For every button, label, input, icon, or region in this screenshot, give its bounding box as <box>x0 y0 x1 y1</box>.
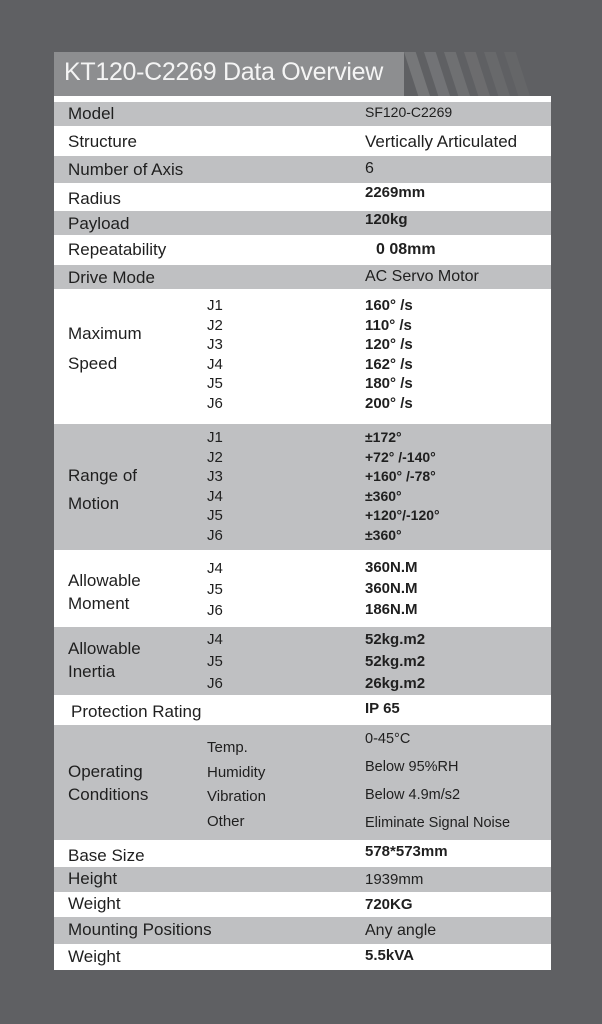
condition-value: Below 4.9m/s2 <box>365 787 461 803</box>
row-label: Protection Rating <box>71 702 202 721</box>
row-protection-rating <box>54 697 551 725</box>
row-label: Weight <box>68 947 121 966</box>
joint-list <box>207 296 223 414</box>
joint-label: J2 <box>207 448 223 466</box>
joint-label: J4 <box>207 487 223 505</box>
row-value: 578*573mm <box>365 843 448 860</box>
joint-value: +72° /-140° <box>365 448 436 465</box>
row-value: 6 <box>365 160 374 177</box>
joint-value-list <box>365 629 425 695</box>
condition-value: Eliminate Signal Noise <box>365 815 511 831</box>
joint-value: 186N.M <box>365 601 418 618</box>
row-structure <box>54 126 551 156</box>
row-label: Weight <box>68 894 121 913</box>
row-label: Structure <box>68 132 137 151</box>
joint-label: J4 <box>207 560 223 577</box>
condition-list <box>207 736 266 834</box>
condition-label: Humidity <box>207 763 266 781</box>
joint-value: +160° /-78° <box>365 468 436 485</box>
condition-label: Other <box>207 812 245 830</box>
joint-value: ±360° <box>365 487 402 504</box>
joint-value: 26kg.m2 <box>365 675 426 692</box>
joint-label: J1 <box>207 297 223 314</box>
row-mounting-positions <box>54 917 551 944</box>
row-label: Number of Axis <box>68 160 184 179</box>
joint-value: 162° /s <box>365 355 413 373</box>
row-radius <box>54 183 551 211</box>
condition-label: Temp. <box>207 739 248 756</box>
joint-value: 360N.M <box>365 559 418 576</box>
joint-label: J4 <box>207 355 223 373</box>
joint-value: 180° /s <box>365 375 413 393</box>
joint-label: J5 <box>207 507 223 525</box>
row-label: Height <box>68 869 118 888</box>
row-value: 2269mm <box>365 184 426 201</box>
title-stripe <box>404 52 430 96</box>
condition-value-list <box>365 725 510 837</box>
joint-value: ±172° <box>365 429 402 445</box>
joint-value: 110° /s <box>365 316 412 334</box>
row-value: 5.5kVA <box>365 947 414 964</box>
joint-label: J2 <box>207 316 223 334</box>
title-stripe <box>444 52 470 96</box>
joint-value: 120° /s <box>365 336 413 354</box>
row-maximum-speed <box>54 289 551 421</box>
condition-value: 0-45°C <box>365 731 411 747</box>
joint-label: J3 <box>207 336 223 354</box>
row-allowable-moment <box>54 553 551 625</box>
joint-label: J1 <box>207 429 223 446</box>
joint-label: J4 <box>207 631 223 648</box>
joint-list <box>207 629 223 695</box>
row-height <box>54 867 551 892</box>
row-label: Base Size <box>68 846 145 865</box>
title-stripe <box>484 52 510 96</box>
row-label: Drive Mode <box>68 268 155 287</box>
row-value: AC Servo Motor <box>365 268 479 285</box>
row-label: Operating Conditions <box>68 762 149 804</box>
row-repeatability <box>54 235 551 265</box>
condition-label: Vibration <box>207 788 266 805</box>
row-value: IP 65 <box>365 700 400 717</box>
row-operating-conditions <box>54 725 551 840</box>
row-value: 0 08mm <box>376 241 436 258</box>
joint-label: J6 <box>207 394 223 412</box>
title-stripe <box>464 52 490 96</box>
title-stripe <box>424 52 450 96</box>
joint-value-list <box>365 296 413 414</box>
row-allowable-inertia <box>54 627 551 695</box>
row-label: Range of Motion <box>68 466 137 513</box>
condition-value: Below 95%RH <box>365 759 459 775</box>
joint-value: 160° /s <box>365 297 413 314</box>
row-label: Mounting Positions <box>68 920 212 939</box>
row-axis <box>54 156 551 183</box>
row-value: SF120-C2269 <box>365 104 453 120</box>
spec-table <box>54 96 551 970</box>
joint-value: 52kg.m2 <box>365 631 426 648</box>
joint-list <box>207 558 223 621</box>
joint-label: J6 <box>207 526 223 544</box>
row-label: Payload <box>68 214 130 233</box>
row-base-size <box>54 840 551 867</box>
row-value: Vertically Articulated <box>365 132 518 151</box>
row-weight-power <box>54 944 551 970</box>
joint-value: +120°/-120° <box>365 507 440 524</box>
row-range-of-motion <box>54 424 551 550</box>
joint-label: J5 <box>207 581 223 598</box>
joint-value: 52kg.m2 <box>365 653 426 670</box>
row-drive-mode <box>54 265 551 289</box>
row-label: Allowable Inertia <box>68 639 141 681</box>
row-label: Maximum Speed <box>68 324 142 373</box>
row-label: Allowable Moment <box>68 571 141 613</box>
title-stripe <box>504 52 530 96</box>
row-value: 1939mm <box>365 871 424 888</box>
row-payload <box>54 211 551 235</box>
joint-label: J5 <box>207 375 223 393</box>
joint-value: 360N.M <box>365 580 418 597</box>
row-value: 120kg <box>365 211 408 228</box>
row-label: Model <box>68 104 115 123</box>
joint-label: J5 <box>207 653 223 670</box>
row-value: 720KG <box>365 896 413 913</box>
row-label: Repeatability <box>68 240 167 259</box>
joint-label: J6 <box>207 675 223 692</box>
row-value: Any angle <box>365 922 437 939</box>
joint-list <box>207 428 223 546</box>
joint-value-list <box>365 557 418 620</box>
joint-label: J3 <box>207 468 223 486</box>
row-weight <box>54 892 551 917</box>
row-model <box>54 102 551 126</box>
joint-value-list <box>365 428 440 546</box>
page-title: KT120-C2269 Data Overview <box>64 58 384 86</box>
row-label: Radius <box>68 189 121 208</box>
joint-label: J6 <box>207 602 223 619</box>
joint-value: ±360° <box>365 526 402 543</box>
joint-value: 200° /s <box>365 394 413 412</box>
